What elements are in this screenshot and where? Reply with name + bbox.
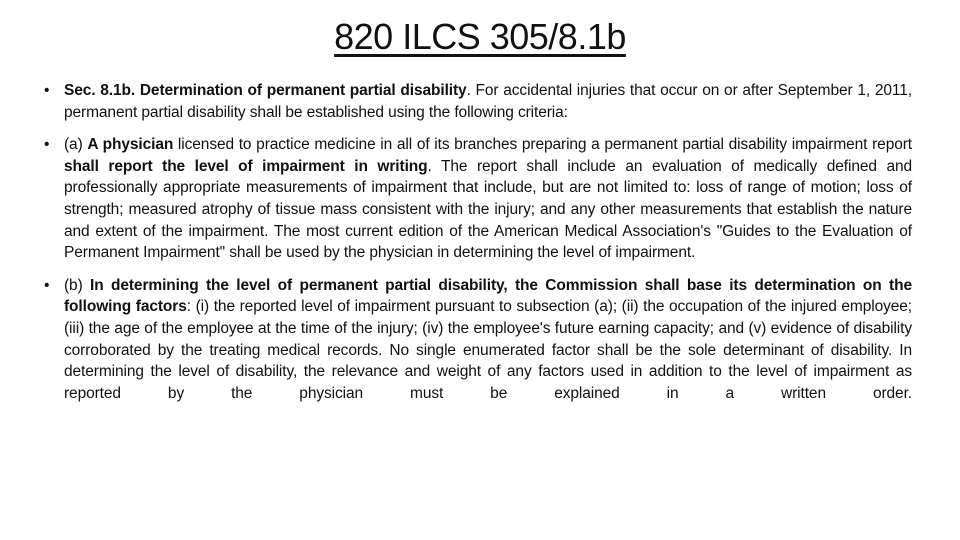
bullet-list [44,80,912,415]
bullet-dot-icon: • [44,276,50,294]
clause-prefix: (b) [64,276,91,294]
bullet-text [64,80,912,123]
bold-phrase: A physician [87,136,174,154]
bold-phrase: shall report the level of impairment in writing [64,157,428,175]
bold-lead: Sec. 8.1b. Determination of permanent partial disability [64,82,467,99]
bullet-item-b [44,275,912,405]
body-text: . For accidental injuries that occur on or after September 1, 2011, permanent partial disability shall be established using the following criteria: [64,82,912,121]
body-text: . The report shall include an evaluation of medically defined and professionally appropriate measurements of impairment that include, but are not limited to: loss of range of motion; loss of strength; measured atrophy of tissue mass consistent with the injury; and any other measurements that establish the nature and extent of the impairment. The most current edition of the American Medical Association's "Guides to the Evaluation of Permanent Impairment" shall be used by the physician in determining the level of impairment. [64,157,913,262]
bold-phrase: In determining the level of permanent partial disability, the Commission shall base its determination on the following factors [64,276,912,316]
body-text: : (i) the reported level of impairment pursuant to subsection (a); (ii) the occupation of the injured employee; (iii) the age of the employee at the time of the injury; (iv) the employee's future earning capacity; and (v) evidence of disability corroborated by the treating medical records. No single enumerated factor shall be the sole determinant of disability. In determining the level of disability, the relevance and weight of any factors used in addition to the level of impairment as reported by the physician must be explained in a written order. [64,298,912,402]
bullet-dot-icon: • [44,136,50,154]
bullet-item-sec-8-1b [44,80,912,123]
clause-prefix: (a) [64,136,88,154]
body-text: licensed to practice medicine in all of its branches preparing a permanent partial disability impairment report [173,136,912,154]
slide-title: 820 ILCS 305/8.1b [334,16,626,57]
bullet-item-a [44,134,912,264]
bullet-dot-icon: • [44,82,50,99]
bullet-text [64,275,912,405]
bullet-text [64,134,912,264]
